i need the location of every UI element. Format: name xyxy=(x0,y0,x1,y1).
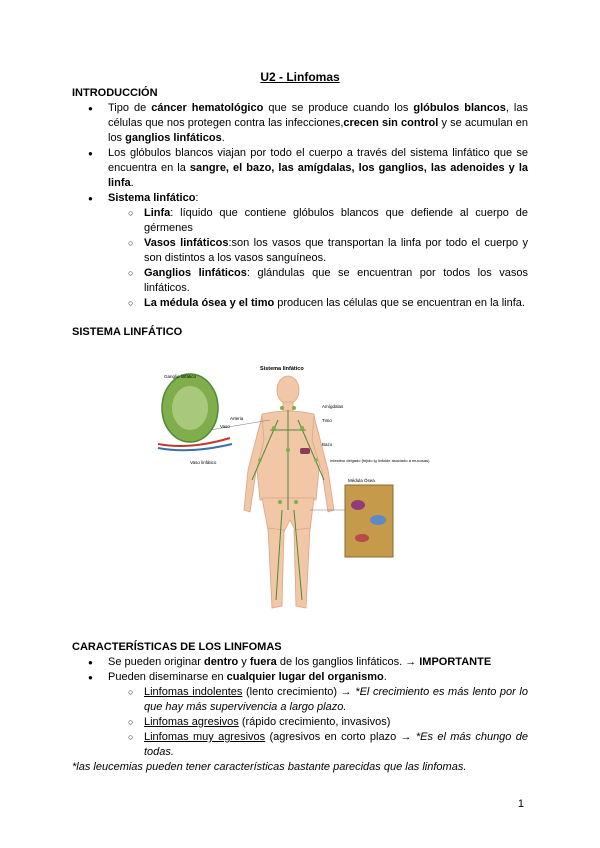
label-vaso-linfatico: Vaso linfático xyxy=(190,460,217,465)
label-amigdalas: Amígdalas xyxy=(322,404,344,409)
spleen-shape xyxy=(300,448,310,454)
lymphatic-system-illustration xyxy=(150,360,430,622)
caracteristicas-list xyxy=(72,655,528,760)
sub-list-item: ○ Linfomas muy agresivos (agresivos en corto plazo → *Es el más chungo de todas. xyxy=(72,730,528,760)
section-heading-introduccion: INTRODUCCIÓN xyxy=(72,87,158,99)
sub-list-item: ○ Vasos linfáticos:son los vasos que transportan la linfa por todo el cuerpo y son distintos a los vasos sanguíneos. xyxy=(72,236,528,266)
label-timo: Timo xyxy=(322,418,332,423)
footnote: *las leucemias pueden tener características bastante parecidas que las linfomas. xyxy=(72,761,467,773)
page-number: 1 xyxy=(517,798,524,810)
sub-list-item: ○ Linfa: líquido que contiene glóbulos blancos que defiende al cuerpo de gérmenes xyxy=(72,206,528,236)
label-arteria: Arteria xyxy=(230,416,244,421)
section-heading-caracteristicas: CARACTERÍSTICAS DE LOS LINFOMAS xyxy=(72,641,282,653)
label-medula: Médula Ósea xyxy=(348,478,375,483)
list-item: ● Se pueden originar dentro y fuera de los ganglios linfáticos. → IMPORTANTE xyxy=(72,655,528,670)
label-intestino: Intestino delgado (tejido lg linfoide asociado a mucosas) xyxy=(330,458,430,463)
caracteristicas-section xyxy=(72,640,528,775)
sub-list-item: ○ Ganglios linfáticos: glándulas que se encuentran por todos los vasos linfáticos. xyxy=(72,266,528,296)
list-item: ● Sistema linfático: xyxy=(72,191,528,206)
sub-list-item: ○ La médula ósea y el timo producen las células que se encuentran en la linfa. xyxy=(72,296,528,311)
page-title: U2 - Linfomas xyxy=(260,70,340,84)
document-page xyxy=(72,70,528,340)
sub-list-item: ○ Linfomas agresivos (rápido crecimiento, invasivos) xyxy=(72,715,528,730)
label-ganglio: Ganglio linfático xyxy=(164,374,197,379)
list-item: ● Pueden diseminarse en cualquier lugar del organismo. xyxy=(72,670,528,685)
label-vaso: Vaso xyxy=(220,424,230,429)
label-bazo: Bazo xyxy=(322,442,333,447)
sub-list-item: ○ Linfomas indolentes (lento crecimiento) → *El crecimiento es más lento por lo que hay más supervivencia a largo plazo. xyxy=(72,685,528,715)
figure-title: Sistema linfático xyxy=(260,366,304,372)
list-item: ● Los glóbulos blancos viajan por todo el cuerpo a través del sistema linfático que se encuentra en la sangre, el bazo, las amígdalas, los ganglios, las adenoides y la linfa. xyxy=(72,146,528,191)
section-heading-sistema-linfatico: SISTEMA LINFÁTICO xyxy=(72,326,183,338)
intro-list xyxy=(72,101,528,311)
list-item: ● Tipo de cáncer hematológico que se produce cuando los glóbulos blancos, las células que nos protegen contra las infecciones,crecen sin control y se acumulan en los ganglios linfáticos. xyxy=(72,101,528,146)
